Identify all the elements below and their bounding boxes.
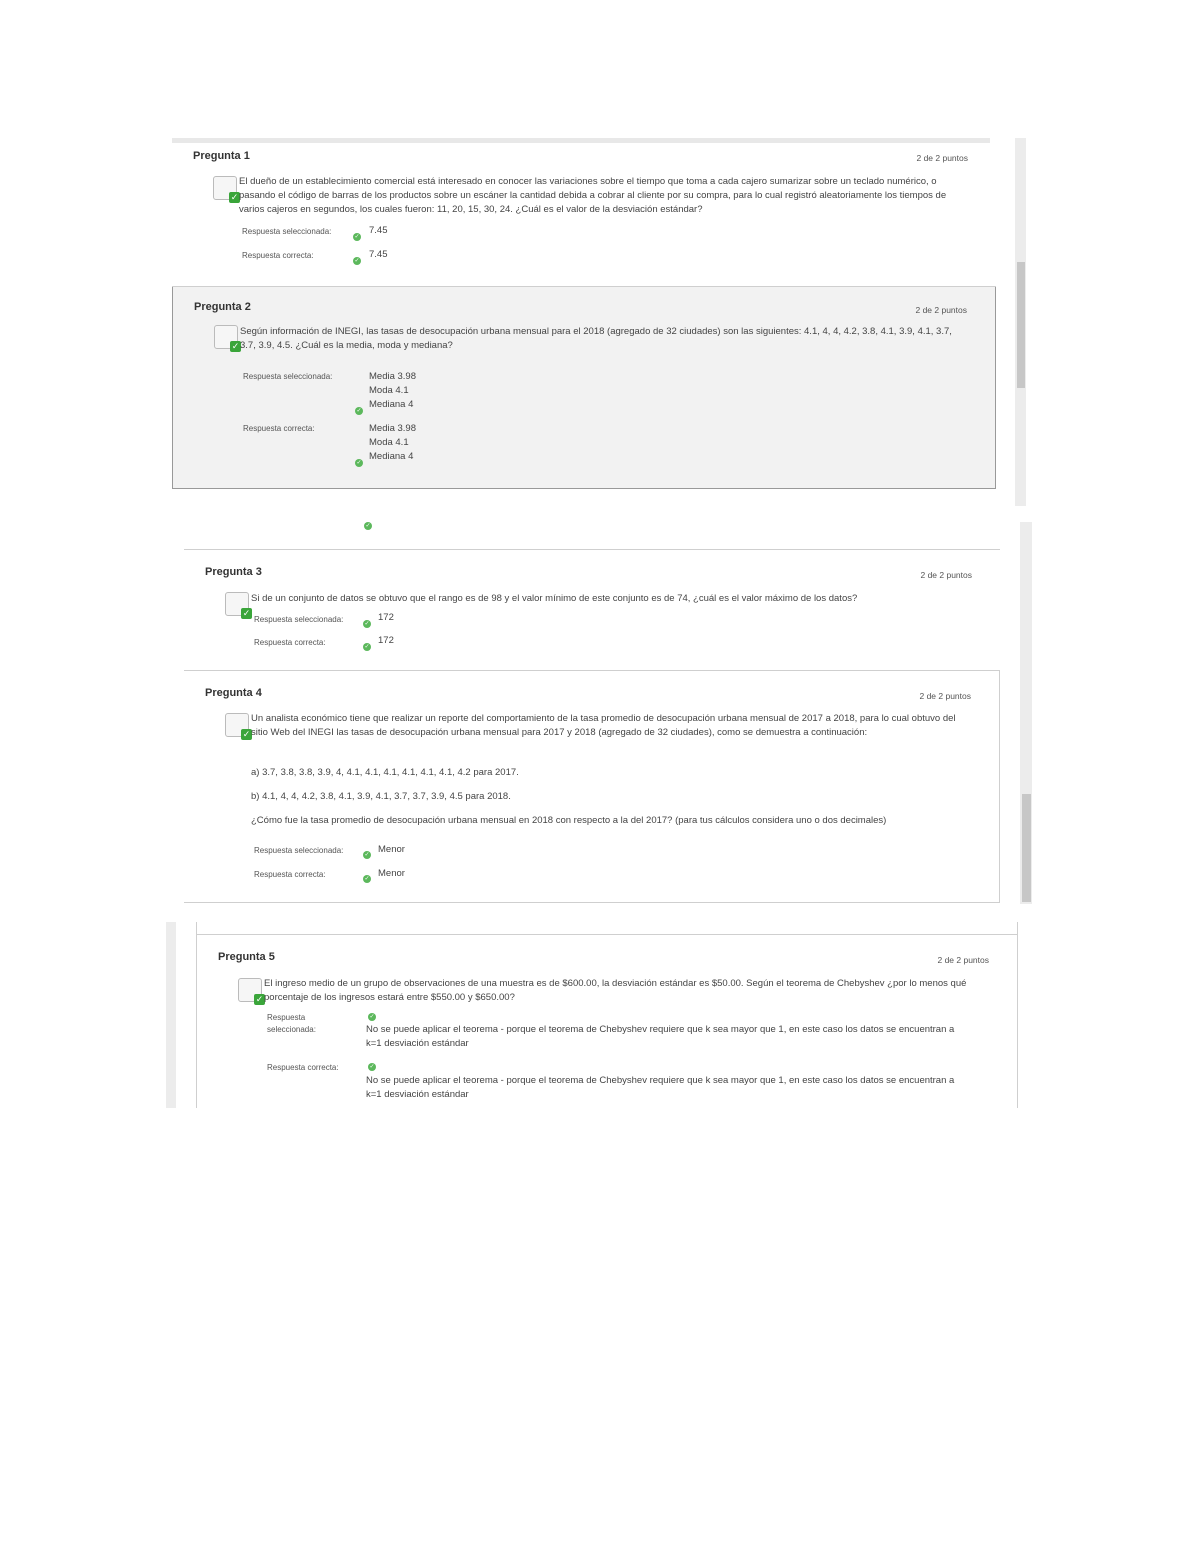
check-icon: ✓ — [242, 729, 251, 739]
answer-line: Mediana 4 — [369, 451, 414, 462]
check-icon: ✓ — [255, 994, 264, 1004]
data-line-a: a) 3.7, 3.8, 3.8, 3.9, 4, 4.1, 4.1, 4.1, 4.1, 4.1, 4.1, 4.2 para 2017. — [251, 767, 519, 778]
correct-answer-label: Respuesta correcta: — [243, 424, 315, 433]
screenshot-1 — [172, 138, 1000, 506]
answer-line: Moda 4.1 — [369, 385, 409, 396]
check-icon: ✓ — [369, 1014, 375, 1020]
correct-answer-value — [369, 422, 416, 464]
check-icon: ✓ — [356, 408, 362, 414]
label-line: seleccionada: — [267, 1025, 316, 1034]
selected-answer-label: Respuesta seleccionada: — [242, 227, 332, 236]
question-text: Si de un conjunto de datos se obtuvo que el rango es de 98 y el valor mínimo de este conjunto es de 74, ¿cuál es el valor máximo de los datos? — [251, 593, 858, 604]
question-points: 2 de 2 puntos — [915, 305, 967, 315]
question-points: 2 de 2 puntos — [920, 570, 972, 580]
selected-answer-value: Menor — [378, 844, 405, 855]
answer-line: Media 3.98 — [369, 423, 417, 434]
correct-answer-icon — [214, 325, 238, 349]
correct-answer-value: 172 — [378, 635, 394, 646]
check-icon: ✓ — [364, 621, 370, 627]
question-prompt: ¿Cómo fue la tasa promedio de desocupación urbana mensual en 2018 con respecto a la del 2017? (para tus cálculos considera uno o dos decimales) — [251, 815, 887, 826]
check-icon: ✓ — [364, 876, 370, 882]
correct-answer-value: 7.45 — [369, 249, 388, 260]
question-4 — [184, 671, 1000, 903]
label-line: Respuesta — [267, 1013, 306, 1022]
answer-line: Mediana 4 — [369, 399, 414, 410]
screenshot-3 — [196, 922, 1018, 1108]
check-icon: ✓ — [364, 852, 370, 858]
question-title: Pregunta 4 — [205, 687, 262, 699]
selected-answer-value: 7.45 — [369, 225, 388, 236]
selected-answer-value: No se puede aplicar el teorema - porque el teorema de Chebyshev requiere que k sea mayor que 1, en este caso los datos se encuentran a k=1 desviación estándar — [366, 1024, 955, 1049]
check-icon: ✓ — [230, 192, 239, 202]
answer-line: Moda 4.1 — [369, 437, 409, 448]
correct-answer-value: Menor — [378, 868, 405, 879]
check-icon: ✓ — [354, 234, 360, 240]
selected-answer-label: Respuesta seleccionada: — [254, 615, 344, 624]
selected-answer-label — [267, 1012, 316, 1036]
screenshot-2 — [184, 516, 1002, 904]
divider — [172, 286, 996, 287]
selected-answer-value: 172 — [378, 612, 394, 623]
question-title: Pregunta 1 — [193, 150, 250, 162]
question-2 — [172, 286, 996, 489]
question-text: Según información de INEGI, las tasas de desocupación urbana mensual para el 2018 (agregado de 32 ciudades) son las siguientes: 4.1, 4, 4, 4.2, 3.8, 4.1, 3.9, 4.1, 3.7, 3.7, 3.9, 4.5. ¿Cuál es la media, moda y mediana? — [240, 326, 952, 351]
correct-answer-label: Respuesta correcta: — [254, 870, 326, 879]
scrollbar-thumb[interactable] — [1017, 262, 1025, 388]
question-points: 2 de 2 puntos — [916, 153, 968, 163]
check-icon: ✓ — [242, 608, 251, 618]
check-icon: ✓ — [369, 1064, 375, 1070]
check-icon: ✓ — [364, 644, 370, 650]
question-text: Un analista económico tiene que realizar un reporte del comportamiento de la tasa promedio de desocupación urbana mensual de 2017 a 2018, para lo cual obtuvo del sitio Web del INEGI las tasas de desocupación urbana mensual para 2017 y 2018 (agregado de 32 ciudades), como se demuestra a continuación: — [251, 713, 956, 738]
selected-answer-label: Respuesta seleccionada: — [243, 372, 333, 381]
check-icon: ✓ — [365, 523, 371, 529]
question-5 — [197, 935, 1017, 1108]
question-1 — [172, 144, 996, 286]
question-points: 2 de 2 puntos — [937, 955, 989, 965]
correct-answer-icon — [225, 713, 249, 737]
question-text: El dueño de un establecimiento comercial está interesado en conocer las variaciones sobre el tiempo que toma a cada cajero sumarizar sobre un teclado numérico, o pasando el código de barras de los productos sobre un escáner la cantidad debida a cobrar al cliente por su compra, para lo cual registró aleatoriamente los tiempos de varios cajeros en segundos, los cuales fueron: 11, 20, 15, 30, 24. ¿Cuál es el valor de la desviación estándar? — [239, 176, 947, 215]
answer-line: Media 3.98 — [369, 371, 417, 382]
correct-answer-icon — [225, 592, 249, 616]
data-line-b: b) 4.1, 4, 4, 4.2, 3.8, 4.1, 3.9, 4.1, 3.7, 3.7, 3.9, 4.5 para 2018. — [251, 791, 511, 802]
left-edge-bar — [166, 922, 176, 1108]
question-3 — [184, 550, 1000, 670]
question-title: Pregunta 3 — [205, 566, 262, 578]
check-icon: ✓ — [231, 341, 240, 351]
correct-answer-label: Respuesta correcta: — [242, 251, 314, 260]
correct-answer-label: Respuesta correcta: — [254, 638, 326, 647]
question-title: Pregunta 5 — [218, 951, 275, 963]
selected-answer-label: Respuesta seleccionada: — [254, 846, 344, 855]
selected-answer-value — [369, 370, 416, 412]
correct-answer-icon — [213, 176, 237, 200]
top-bar — [172, 138, 990, 143]
question-points: 2 de 2 puntos — [919, 691, 971, 701]
check-icon: ✓ — [356, 460, 362, 466]
correct-answer-label: Respuesta correcta: — [267, 1063, 339, 1072]
question-text: El ingreso medio de un grupo de observaciones de una muestra es de $600.00, la desviación estándar es $50.00. Según el teorema de Chebyshev ¿por lo menos qué porcentaje de los ingresos estará entre $550.00 y $650.00? — [264, 978, 967, 1003]
question-title: Pregunta 2 — [194, 301, 251, 313]
correct-answer-value: No se puede aplicar el teorema - porque el teorema de Chebyshev requiere que k sea mayor que 1, en este caso los datos se encuentran a k=1 desviación estándar — [366, 1075, 955, 1100]
check-icon: ✓ — [354, 258, 360, 264]
scrollbar-thumb[interactable] — [1022, 794, 1031, 902]
correct-answer-icon — [238, 978, 262, 1002]
